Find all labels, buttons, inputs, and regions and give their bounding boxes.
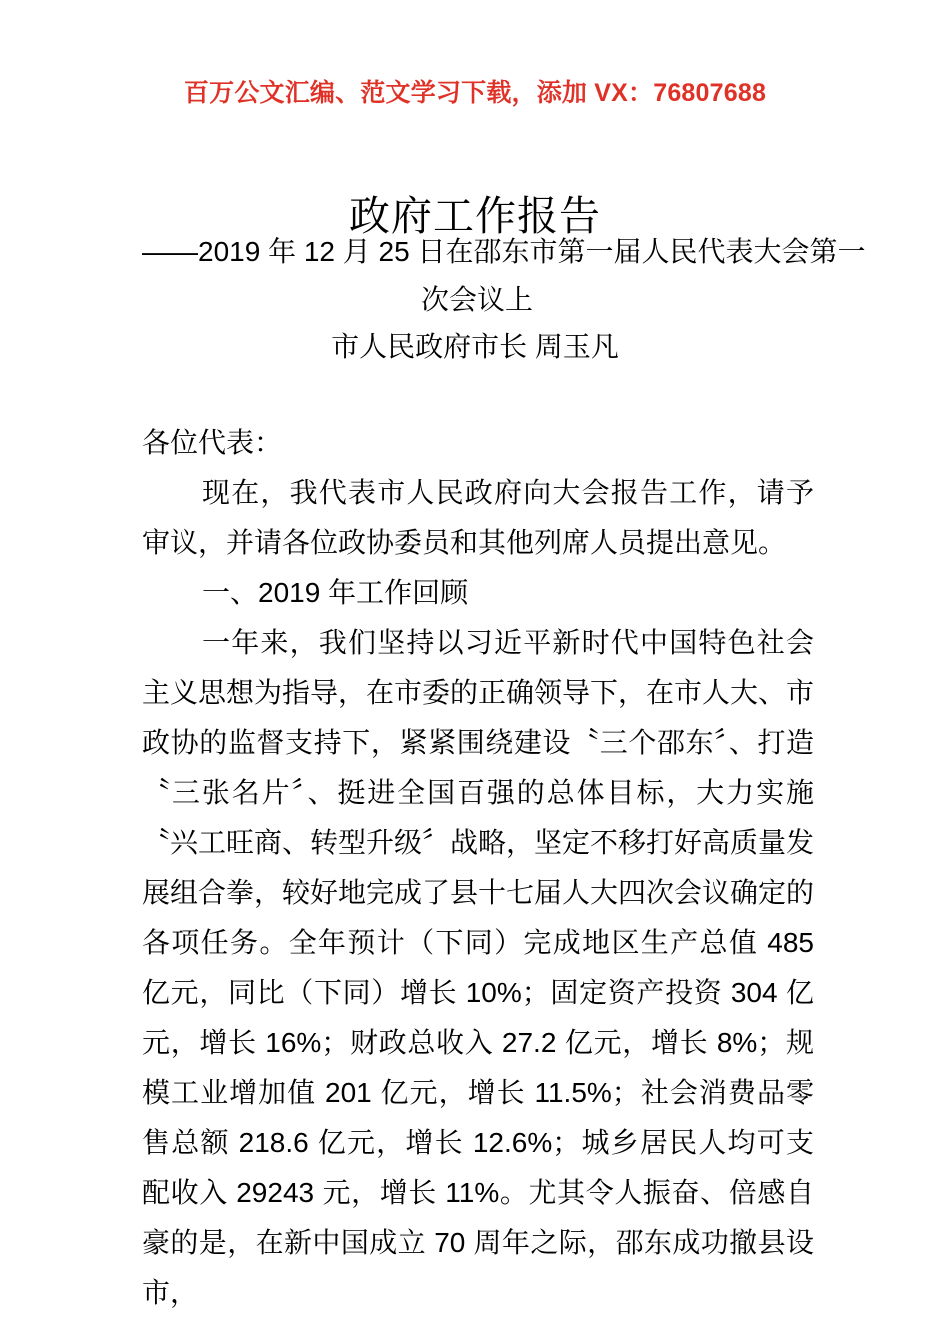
paragraph-opening: 现在，我代表市人民政府向大会报告工作，请予审议，并请各位政协委员和其他列席人员提出意见。: [142, 477, 814, 558]
subtitle-block: [142, 228, 866, 324]
paragraph-year-review: 一年来，我们坚持以习近平新时代中国特色社会主义思想为指导，在市委的正确领导下，在市人大、市政协的监督支持下，紧紧围绕建设〝三个邵东〞、打造〝三张名片〞、挺进全国百强的总体目标，大力实施〝兴工旺商、转型升级〞战略，坚定不移打好高质量发展组合拳，较好地完成了县十七届人大四次会议确定的各项任务。全年预计（下同）完成地区生产总值 485 亿元，同比（下同）增长 10%；固定资产投资 304 亿元，增长 16%；财政总收入 27.2 亿元，增长 8%；规模工业增加值 201 亿元，增长 11.5%；社会消费品零售总额 218.6 亿元，增长 12.6%；城乡居民人均可支配收入 29243 元，增长 11%。尤其令人振奋、倍感自豪的是，在新中国成立 70 周年之际，邵东成功撤县设市，: [142, 627, 815, 1308]
subtitle-line-1: ——2019 年 12 月 25 日在邵东市第一届人民代表大会第一: [142, 236, 866, 267]
page-title: 政府工作报告: [349, 193, 601, 240]
promo-header-text: 百万公文汇编、范文学习下载，添加 VX：76807688: [183, 79, 767, 107]
byline: 市人民政府市长 周玉凡: [331, 331, 619, 362]
subtitle-line-2: 次会议上: [420, 284, 533, 315]
paragraph-salutation: 各位代表：: [142, 427, 283, 458]
section-heading-one: 一、2019 年工作回顾: [202, 577, 469, 608]
document-body: [142, 418, 814, 1318]
